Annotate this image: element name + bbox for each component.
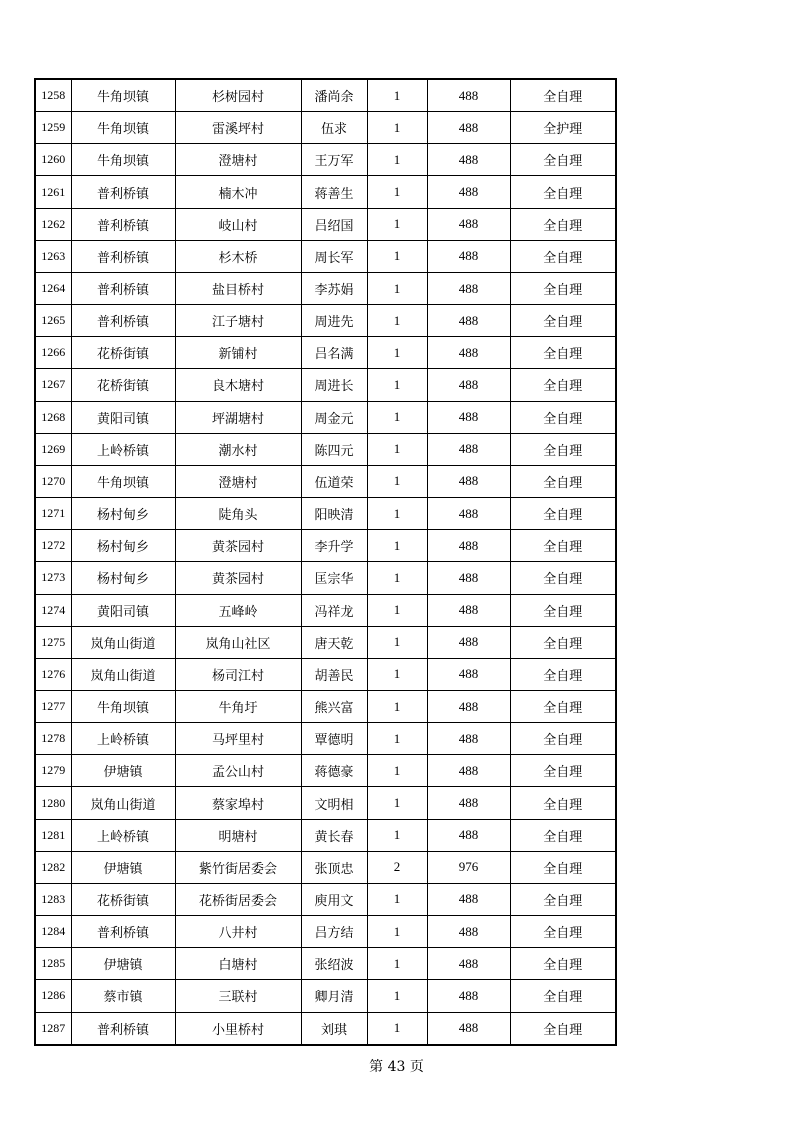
person-count-cell: 1	[367, 883, 427, 915]
person-count-cell: 1	[367, 433, 427, 465]
table-row	[35, 562, 616, 594]
village-cell: 八井村	[175, 916, 301, 948]
name-cell: 唐天乾	[301, 626, 367, 658]
care-type-cell: 全护理	[510, 112, 616, 144]
care-type-cell: 全自理	[510, 498, 616, 530]
town-cell: 伊塘镇	[71, 755, 175, 787]
name-cell: 熊兴富	[301, 690, 367, 722]
care-type-cell: 全自理	[510, 1012, 616, 1045]
town-cell: 普利桥镇	[71, 176, 175, 208]
row-number-cell: 1280	[35, 787, 71, 819]
amount-cell: 488	[427, 337, 510, 369]
village-cell: 江子塘村	[175, 305, 301, 337]
care-type-cell: 全自理	[510, 272, 616, 304]
amount-cell: 488	[427, 787, 510, 819]
care-type-cell: 全自理	[510, 79, 616, 112]
row-number-cell: 1269	[35, 433, 71, 465]
village-cell: 三联村	[175, 980, 301, 1012]
village-cell: 马坪里村	[175, 723, 301, 755]
town-cell: 黄阳司镇	[71, 594, 175, 626]
table-row	[35, 433, 616, 465]
row-number-cell: 1286	[35, 980, 71, 1012]
care-type-cell: 全自理	[510, 305, 616, 337]
name-cell: 陈四元	[301, 433, 367, 465]
amount-cell: 488	[427, 240, 510, 272]
name-cell: 张顶忠	[301, 851, 367, 883]
amount-cell: 488	[427, 465, 510, 497]
table-row	[35, 530, 616, 562]
row-number-cell: 1264	[35, 272, 71, 304]
table-row	[35, 465, 616, 497]
person-count-cell: 1	[367, 305, 427, 337]
table-row	[35, 690, 616, 722]
town-cell: 花桥街镇	[71, 883, 175, 915]
name-cell: 卿月清	[301, 980, 367, 1012]
amount-cell: 488	[427, 755, 510, 787]
amount-cell: 488	[427, 594, 510, 626]
village-cell: 明塘村	[175, 819, 301, 851]
row-number-cell: 1273	[35, 562, 71, 594]
row-number-cell: 1275	[35, 626, 71, 658]
table-row	[35, 112, 616, 144]
row-number-cell: 1272	[35, 530, 71, 562]
town-cell: 牛角坝镇	[71, 79, 175, 112]
table-row	[35, 208, 616, 240]
amount-cell: 976	[427, 851, 510, 883]
name-cell: 胡善民	[301, 658, 367, 690]
town-cell: 花桥街镇	[71, 369, 175, 401]
care-type-cell: 全自理	[510, 980, 616, 1012]
person-count-cell: 2	[367, 851, 427, 883]
town-cell: 普利桥镇	[71, 272, 175, 304]
village-cell: 紫竹街居委会	[175, 851, 301, 883]
person-count-cell: 1	[367, 916, 427, 948]
person-count-cell: 1	[367, 562, 427, 594]
row-number-cell: 1267	[35, 369, 71, 401]
village-cell: 白塘村	[175, 948, 301, 980]
person-count-cell: 1	[367, 208, 427, 240]
row-number-cell: 1266	[35, 337, 71, 369]
village-cell: 杉树园村	[175, 79, 301, 112]
name-cell: 吕方结	[301, 916, 367, 948]
row-number-cell: 1262	[35, 208, 71, 240]
care-type-cell: 全自理	[510, 883, 616, 915]
village-cell: 岐山村	[175, 208, 301, 240]
amount-cell: 488	[427, 144, 510, 176]
name-cell: 潘尚余	[301, 79, 367, 112]
row-number-cell: 1276	[35, 658, 71, 690]
village-cell: 孟公山村	[175, 755, 301, 787]
table-row	[35, 369, 616, 401]
town-cell: 杨村甸乡	[71, 498, 175, 530]
amount-cell: 488	[427, 305, 510, 337]
table-row	[35, 723, 616, 755]
care-type-cell: 全自理	[510, 337, 616, 369]
person-count-cell: 1	[367, 144, 427, 176]
person-count-cell: 1	[367, 980, 427, 1012]
care-type-cell: 全自理	[510, 916, 616, 948]
village-cell: 澄塘村	[175, 144, 301, 176]
table-row	[35, 401, 616, 433]
person-count-cell: 1	[367, 272, 427, 304]
person-count-cell: 1	[367, 723, 427, 755]
page-number: 第 43 页	[369, 1059, 424, 1075]
town-cell: 上岭桥镇	[71, 819, 175, 851]
row-number-cell: 1285	[35, 948, 71, 980]
name-cell: 吕绍国	[301, 208, 367, 240]
table-row	[35, 755, 616, 787]
row-number-cell: 1274	[35, 594, 71, 626]
amount-cell: 488	[427, 433, 510, 465]
name-cell: 蒋德豪	[301, 755, 367, 787]
person-count-cell: 1	[367, 240, 427, 272]
town-cell: 上岭桥镇	[71, 723, 175, 755]
name-cell: 李苏娟	[301, 272, 367, 304]
table-row	[35, 144, 616, 176]
table-row	[35, 337, 616, 369]
amount-cell: 488	[427, 948, 510, 980]
care-type-cell: 全自理	[510, 401, 616, 433]
town-cell: 岚角山街道	[71, 658, 175, 690]
care-type-cell: 全自理	[510, 594, 616, 626]
table-row	[35, 948, 616, 980]
care-type-cell: 全自理	[510, 176, 616, 208]
care-type-cell: 全自理	[510, 948, 616, 980]
town-cell: 蔡市镇	[71, 980, 175, 1012]
amount-cell: 488	[427, 980, 510, 1012]
name-cell: 张绍波	[301, 948, 367, 980]
village-cell: 新铺村	[175, 337, 301, 369]
amount-cell: 488	[427, 690, 510, 722]
town-cell: 牛角坝镇	[71, 465, 175, 497]
village-cell: 良木塘村	[175, 369, 301, 401]
village-cell: 黄茶园村	[175, 530, 301, 562]
village-cell: 坪湖塘村	[175, 401, 301, 433]
person-count-cell: 1	[367, 79, 427, 112]
village-cell: 黄茶园村	[175, 562, 301, 594]
table-row	[35, 916, 616, 948]
table-row	[35, 883, 616, 915]
row-number-cell: 1279	[35, 755, 71, 787]
amount-cell: 488	[427, 176, 510, 208]
table-row	[35, 787, 616, 819]
name-cell: 周长军	[301, 240, 367, 272]
row-number-cell: 1265	[35, 305, 71, 337]
amount-cell: 488	[427, 562, 510, 594]
table-row	[35, 819, 616, 851]
village-cell: 牛角圩	[175, 690, 301, 722]
village-cell: 岚角山社区	[175, 626, 301, 658]
town-cell: 杨村甸乡	[71, 530, 175, 562]
amount-cell: 488	[427, 658, 510, 690]
care-type-cell: 全自理	[510, 465, 616, 497]
village-cell: 盐目桥村	[175, 272, 301, 304]
person-count-cell: 1	[367, 594, 427, 626]
village-cell: 雷溪坪村	[175, 112, 301, 144]
village-cell: 五峰岭	[175, 594, 301, 626]
town-cell: 伊塘镇	[71, 851, 175, 883]
row-number-cell: 1261	[35, 176, 71, 208]
table-row	[35, 305, 616, 337]
table-row	[35, 1012, 616, 1045]
name-cell: 吕名满	[301, 337, 367, 369]
name-cell: 阳映清	[301, 498, 367, 530]
amount-cell: 488	[427, 819, 510, 851]
person-count-cell: 1	[367, 465, 427, 497]
name-cell: 刘琪	[301, 1012, 367, 1045]
person-count-cell: 1	[367, 337, 427, 369]
care-type-cell: 全自理	[510, 530, 616, 562]
town-cell: 普利桥镇	[71, 916, 175, 948]
person-count-cell: 1	[367, 530, 427, 562]
row-number-cell: 1263	[35, 240, 71, 272]
name-cell: 庾用文	[301, 883, 367, 915]
amount-cell: 488	[427, 626, 510, 658]
person-count-cell: 1	[367, 626, 427, 658]
town-cell: 岚角山街道	[71, 787, 175, 819]
village-cell: 花桥街居委会	[175, 883, 301, 915]
table-row	[35, 498, 616, 530]
amount-cell: 488	[427, 369, 510, 401]
care-type-cell: 全自理	[510, 562, 616, 594]
town-cell: 黄阳司镇	[71, 401, 175, 433]
person-count-cell: 1	[367, 658, 427, 690]
name-cell: 伍求	[301, 112, 367, 144]
amount-cell: 488	[427, 916, 510, 948]
name-cell: 周进长	[301, 369, 367, 401]
town-cell: 岚角山街道	[71, 626, 175, 658]
name-cell: 冯祥龙	[301, 594, 367, 626]
row-number-cell: 1258	[35, 79, 71, 112]
person-count-cell: 1	[367, 819, 427, 851]
table-row	[35, 594, 616, 626]
care-type-cell: 全自理	[510, 755, 616, 787]
care-type-cell: 全自理	[510, 851, 616, 883]
row-number-cell: 1277	[35, 690, 71, 722]
amount-cell: 488	[427, 272, 510, 304]
town-cell: 牛角坝镇	[71, 112, 175, 144]
row-number-cell: 1268	[35, 401, 71, 433]
name-cell: 伍道荣	[301, 465, 367, 497]
town-cell: 花桥街镇	[71, 337, 175, 369]
name-cell: 王万军	[301, 144, 367, 176]
village-cell: 杨司江村	[175, 658, 301, 690]
amount-cell: 488	[427, 723, 510, 755]
town-cell: 杨村甸乡	[71, 562, 175, 594]
row-number-cell: 1260	[35, 144, 71, 176]
care-type-cell: 全自理	[510, 819, 616, 851]
row-number-cell: 1278	[35, 723, 71, 755]
person-count-cell: 1	[367, 755, 427, 787]
table-row	[35, 980, 616, 1012]
name-cell: 周进先	[301, 305, 367, 337]
town-cell: 普利桥镇	[71, 1012, 175, 1045]
row-number-cell: 1271	[35, 498, 71, 530]
beneficiary-table	[34, 78, 617, 1046]
town-cell: 普利桥镇	[71, 305, 175, 337]
table-row	[35, 851, 616, 883]
row-number-cell: 1282	[35, 851, 71, 883]
care-type-cell: 全自理	[510, 723, 616, 755]
village-cell: 陡角头	[175, 498, 301, 530]
town-cell: 普利桥镇	[71, 240, 175, 272]
person-count-cell: 1	[367, 176, 427, 208]
name-cell: 匡宗华	[301, 562, 367, 594]
name-cell: 李升学	[301, 530, 367, 562]
village-cell: 小里桥村	[175, 1012, 301, 1045]
row-number-cell: 1287	[35, 1012, 71, 1045]
amount-cell: 488	[427, 208, 510, 240]
table-row	[35, 240, 616, 272]
care-type-cell: 全自理	[510, 626, 616, 658]
row-number-cell: 1281	[35, 819, 71, 851]
person-count-cell: 1	[367, 401, 427, 433]
row-number-cell: 1270	[35, 465, 71, 497]
name-cell: 周金元	[301, 401, 367, 433]
name-cell: 黄长春	[301, 819, 367, 851]
person-count-cell: 1	[367, 498, 427, 530]
amount-cell: 488	[427, 1012, 510, 1045]
care-type-cell: 全自理	[510, 369, 616, 401]
person-count-cell: 1	[367, 948, 427, 980]
person-count-cell: 1	[367, 112, 427, 144]
village-cell: 澄塘村	[175, 465, 301, 497]
amount-cell: 488	[427, 498, 510, 530]
name-cell: 覃德明	[301, 723, 367, 755]
care-type-cell: 全自理	[510, 658, 616, 690]
table-body	[35, 79, 616, 1045]
village-cell: 杉木桥	[175, 240, 301, 272]
town-cell: 伊塘镇	[71, 948, 175, 980]
amount-cell: 488	[427, 79, 510, 112]
care-type-cell: 全自理	[510, 690, 616, 722]
table-row	[35, 658, 616, 690]
town-cell: 普利桥镇	[71, 208, 175, 240]
row-number-cell: 1284	[35, 916, 71, 948]
amount-cell: 488	[427, 883, 510, 915]
amount-cell: 488	[427, 401, 510, 433]
table-row	[35, 626, 616, 658]
care-type-cell: 全自理	[510, 433, 616, 465]
care-type-cell: 全自理	[510, 208, 616, 240]
person-count-cell: 1	[367, 690, 427, 722]
village-cell: 潮水村	[175, 433, 301, 465]
care-type-cell: 全自理	[510, 144, 616, 176]
person-count-cell: 1	[367, 787, 427, 819]
town-cell: 牛角坝镇	[71, 690, 175, 722]
name-cell: 蒋善生	[301, 176, 367, 208]
row-number-cell: 1259	[35, 112, 71, 144]
row-number-cell: 1283	[35, 883, 71, 915]
care-type-cell: 全自理	[510, 240, 616, 272]
town-cell: 上岭桥镇	[71, 433, 175, 465]
name-cell: 文明相	[301, 787, 367, 819]
person-count-cell: 1	[367, 1012, 427, 1045]
town-cell: 牛角坝镇	[71, 144, 175, 176]
amount-cell: 488	[427, 530, 510, 562]
village-cell: 楠木冲	[175, 176, 301, 208]
person-count-cell: 1	[367, 369, 427, 401]
table-row	[35, 272, 616, 304]
table-row	[35, 79, 616, 112]
amount-cell: 488	[427, 112, 510, 144]
care-type-cell: 全自理	[510, 787, 616, 819]
village-cell: 蔡家埠村	[175, 787, 301, 819]
table-row	[35, 176, 616, 208]
